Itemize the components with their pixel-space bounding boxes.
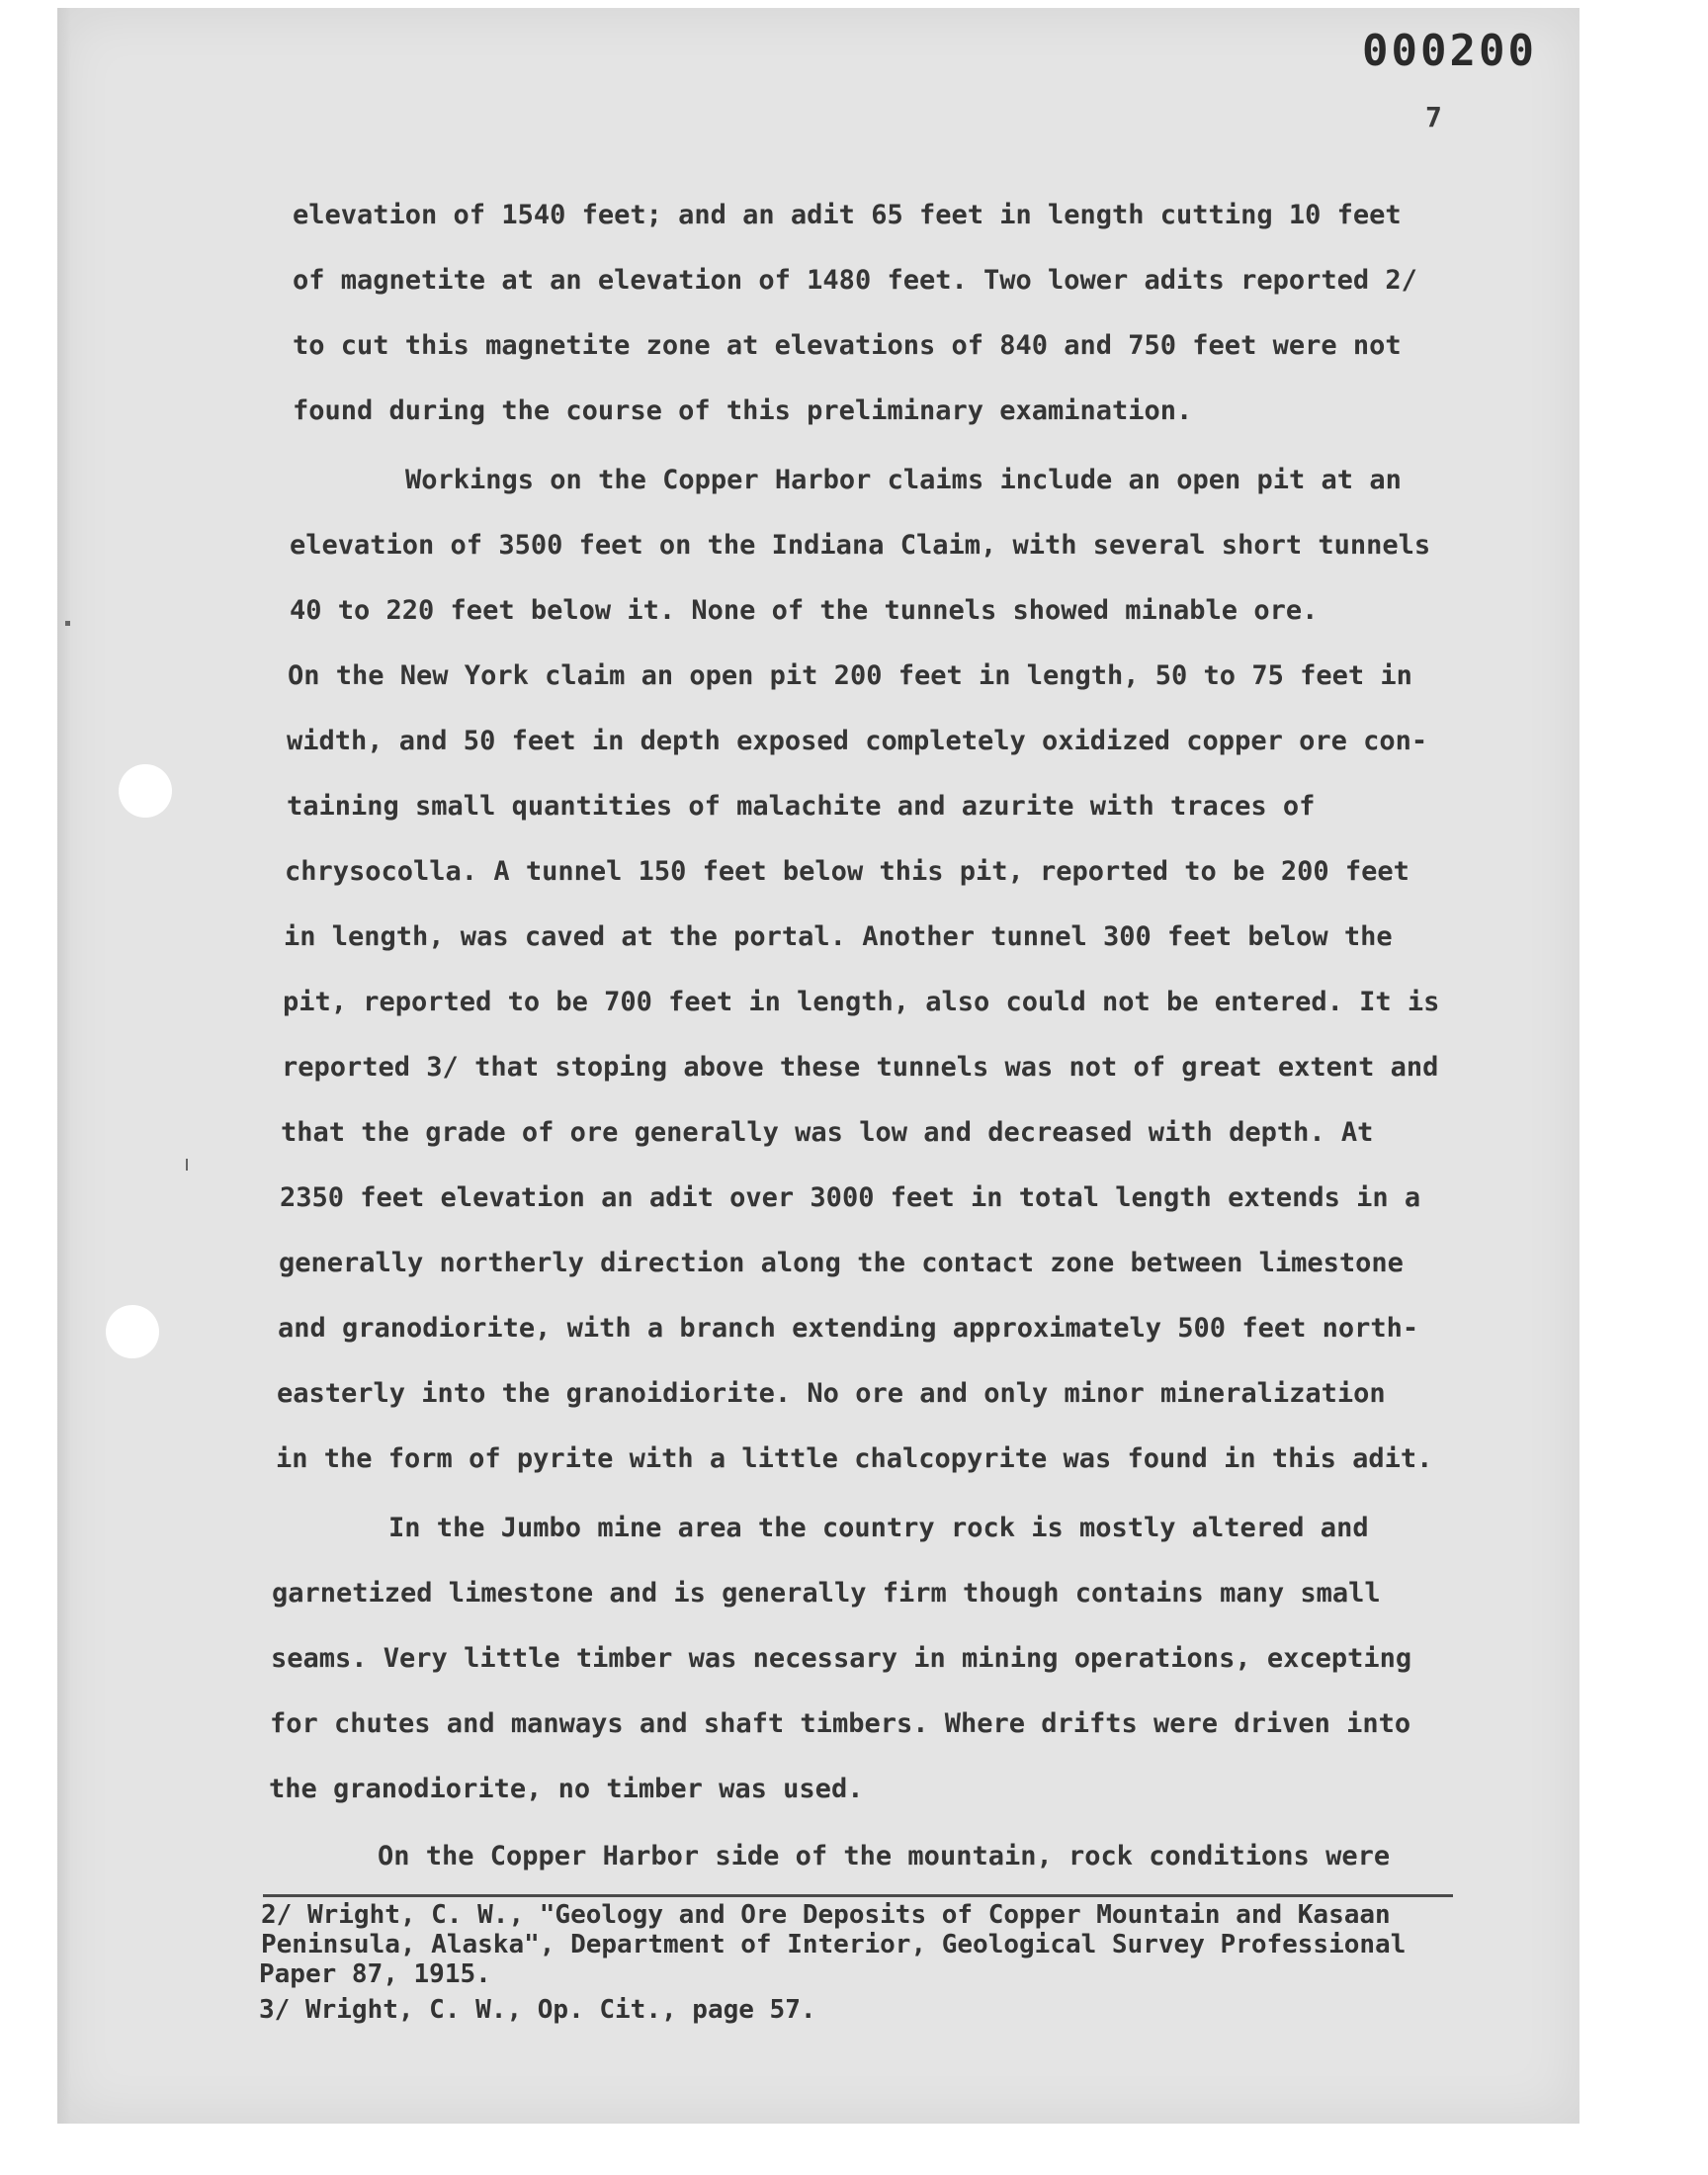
footnote-rule bbox=[263, 1894, 1453, 1897]
body-line: found during the course of this preliminary examination. bbox=[293, 395, 1193, 426]
body-line: in the form of pyrite with a little chalcopyrite was found in this adit. bbox=[276, 1443, 1433, 1474]
body-line: for chutes and manways and shaft timbers. Where drifts were driven into bbox=[270, 1708, 1411, 1739]
scan-speck bbox=[186, 1159, 188, 1171]
footnote-line: Paper 87, 1915. bbox=[259, 1959, 491, 1989]
body-line: reported 3/ that stoping above these tunnels was not of great extent and bbox=[282, 1052, 1439, 1083]
body-line: width, and 50 feet in depth exposed completely oxidized copper ore con- bbox=[287, 726, 1428, 756]
body-line: elevation of 1540 feet; and an adit 65 feet in length cutting 10 feet bbox=[293, 200, 1402, 230]
body-line: pit, reported to be 700 feet in length, also could not be entered. It is bbox=[283, 987, 1440, 1017]
punch-hole-lower bbox=[106, 1305, 159, 1358]
punch-hole-upper bbox=[119, 764, 172, 818]
body-line: of magnetite at an elevation of 1480 feet. Two lower adits reported 2/ bbox=[293, 265, 1417, 296]
document-number: 000200 bbox=[1362, 26, 1537, 76]
body-line: and granodiorite, with a branch extending approximately 500 feet north- bbox=[278, 1313, 1419, 1344]
body-line: elevation of 3500 feet on the Indiana Claim, with several short tunnels bbox=[290, 530, 1431, 561]
body-line: generally northerly direction along the contact zone between limestone bbox=[279, 1248, 1404, 1278]
footnote-line: 2/ Wright, C. W., "Geology and Ore Deposits of Copper Mountain and Kasaan bbox=[261, 1900, 1391, 1930]
body-line: seams. Very little timber was necessary in mining operations, excepting bbox=[271, 1643, 1412, 1674]
body-line: chrysocolla. A tunnel 150 feet below this pit, reported to be 200 feet bbox=[285, 856, 1409, 887]
body-line: 2350 feet elevation an adit over 3000 feet in total length extends in a bbox=[280, 1182, 1421, 1213]
body-line: taining small quantities of malachite and azurite with traces of bbox=[287, 791, 1316, 822]
body-line: garnetized limestone and is generally firm though contains many small bbox=[272, 1578, 1381, 1609]
footnote-line: 3/ Wright, C. W., Op. Cit., page 57. bbox=[259, 1995, 816, 2025]
footnote-line: Peninsula, Alaska", Department of Interior, Geological Survey Professional bbox=[261, 1930, 1407, 1959]
page-edge-shadow bbox=[57, 8, 71, 2124]
body-line: On the Copper Harbor side of the mountain, rock conditions were bbox=[378, 1841, 1391, 1871]
body-line: Workings on the Copper Harbor claims include an open pit at an bbox=[405, 465, 1402, 495]
body-line: easterly into the granoidiorite. No ore and only minor mineralization bbox=[277, 1378, 1386, 1409]
page-number: 7 bbox=[1425, 101, 1442, 133]
body-line: the granodiorite, no timber was used. bbox=[269, 1774, 864, 1804]
body-line: in length, was caved at the portal. Another tunnel 300 feet below the bbox=[284, 921, 1393, 952]
body-line: that the grade of ore generally was low and decreased with depth. At bbox=[281, 1117, 1374, 1148]
body-line: In the Jumbo mine area the country rock is mostly altered and bbox=[388, 1513, 1369, 1543]
scan-speck bbox=[65, 621, 70, 626]
body-line: to cut this magnetite zone at elevations of 840 and 750 feet were not bbox=[293, 330, 1402, 361]
body-line: On the New York claim an open pit 200 feet in length, 50 to 75 feet in bbox=[288, 660, 1412, 691]
body-line: 40 to 220 feet below it. None of the tunnels showed minable ore. bbox=[290, 595, 1319, 626]
